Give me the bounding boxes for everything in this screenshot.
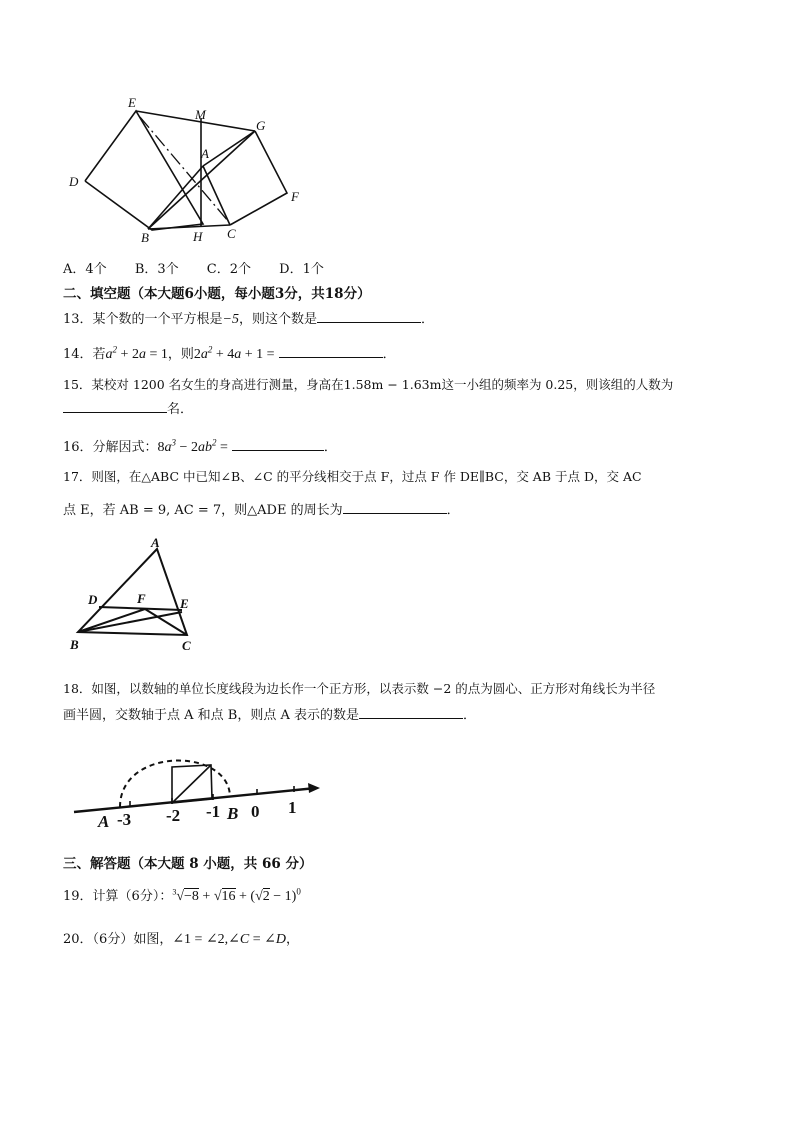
q20-condition: ∠1 = ∠2,∠C = ∠D	[172, 932, 287, 947]
label-B: B	[141, 230, 149, 245]
q13-answer-blank[interactable]	[317, 308, 421, 323]
q13-text-post: ，则这个数是	[239, 312, 318, 327]
q16-answer-blank[interactable]	[232, 436, 324, 451]
fig2-label-A: A	[151, 535, 160, 550]
question-17-line-2	[63, 499, 460, 518]
q15-answer-blank[interactable]	[63, 398, 167, 413]
q19-text-pre: 19．计算（6分）：	[63, 889, 173, 904]
fig3-label-A: A	[98, 812, 110, 831]
fig2-label-F: F	[137, 591, 146, 606]
q16-expression: $8a^3 - 2ab^2$ =	[157, 437, 228, 455]
fig3-label-B: B	[227, 804, 239, 823]
q14-expression: $2a^2 + 4a + 1$ =	[193, 344, 275, 362]
label-H: H	[193, 229, 203, 244]
q18-end: ．	[463, 708, 477, 723]
section-2-title: 二、填空题（本大题6小题，每小题3分，共18分）	[63, 286, 371, 302]
fig2-label-C: C	[182, 638, 191, 653]
question-14	[63, 343, 396, 363]
number-line-arrow	[308, 783, 320, 793]
option-d[interactable]: D．1个	[279, 262, 324, 277]
question-15-line-2	[63, 398, 193, 417]
q13-value: −5	[222, 312, 239, 327]
q17-end: ．	[446, 503, 460, 518]
question-18-line-1: 18．如图，以数轴的单位长度线段为边长作一个正方形，以表示数 −2 的点为圆心、正方形对角线长为半径	[63, 681, 656, 696]
square-left	[85, 111, 203, 230]
square-diagonal	[172, 765, 211, 803]
q14-answer-blank[interactable]	[279, 343, 383, 358]
fig2-label-D: D	[88, 592, 98, 607]
q14-end: ．	[382, 347, 396, 362]
line-AG	[203, 131, 255, 166]
q14-text-mid: ，则	[167, 347, 194, 362]
label-D: D	[69, 174, 79, 189]
q20-text-pre: 20．（6分）如图，	[63, 932, 173, 947]
fig3-label-minus2: -2	[166, 806, 181, 825]
figure-squares-triangle	[60, 95, 320, 250]
question-20	[63, 928, 299, 948]
label-F: F	[291, 189, 299, 204]
q15-end: 名．	[167, 402, 194, 417]
q16-end: ．	[323, 440, 337, 455]
q18-answer-blank[interactable]	[359, 704, 463, 719]
label-C: C	[227, 226, 236, 241]
figure-triangle-bisectors	[65, 535, 215, 655]
label-M: M	[195, 107, 206, 122]
label-A: A	[201, 146, 209, 161]
line-EC	[140, 117, 228, 221]
option-c[interactable]: C．2个	[206, 262, 251, 277]
q14-text-pre: 14．若	[63, 347, 106, 362]
q12-options	[63, 258, 348, 277]
fig3-label-minus1: -1	[206, 802, 221, 821]
q19-expression: $^3√-8 + √16 + (√2 - 1)^0$	[172, 886, 301, 904]
q14-condition: $a^2 + 2a = 1$	[105, 344, 168, 362]
fig2-label-E: E	[180, 596, 189, 611]
question-15-line-1: 15．某校对 1200 名女生的身高进行测量，身高在1.58m − 1.63m这一小组的频率为 0.25，则该组的人数为	[63, 377, 674, 392]
question-19	[63, 885, 301, 905]
fig3-label-1: 1	[288, 798, 297, 817]
q18-line-2-text: 画半圆，交数轴于点 A 和点 B，则点 A 表示的数是	[63, 708, 359, 723]
question-16	[63, 436, 337, 456]
section-3-title: 三、解答题（本大题 8 小题，共 66 分）	[63, 856, 313, 872]
label-G: G	[256, 118, 266, 133]
option-b[interactable]: B．3个	[134, 262, 179, 277]
figure-number-line	[70, 755, 330, 830]
q17-line-2-text: 点 E，若 AB = 9, AC = 7，则△ADE 的周长为	[63, 503, 343, 518]
q17-answer-blank[interactable]	[343, 499, 447, 514]
q13-end: ．	[421, 312, 435, 327]
fig2-label-B: B	[70, 637, 79, 652]
label-E: E	[128, 95, 136, 110]
question-17-line-1: 17．则图，在△ABC 中已知∠B、∠C 的平分线相交于点 F，过点 F 作 DE∥BC，交 AB 于点 D，交 AC	[63, 469, 642, 484]
option-a[interactable]: A．4个	[63, 262, 107, 277]
q16-text-pre: 16．分解因式：	[63, 440, 158, 455]
q20-text-post: ，	[286, 932, 300, 947]
fig3-label-0: 0	[251, 802, 260, 821]
q13-text-pre: 13．某个数的一个平方根是	[63, 312, 223, 327]
question-18-line-2	[63, 704, 476, 723]
line-AB	[148, 166, 203, 229]
question-13	[63, 308, 434, 328]
fig3-label-minus3: -3	[117, 810, 132, 829]
